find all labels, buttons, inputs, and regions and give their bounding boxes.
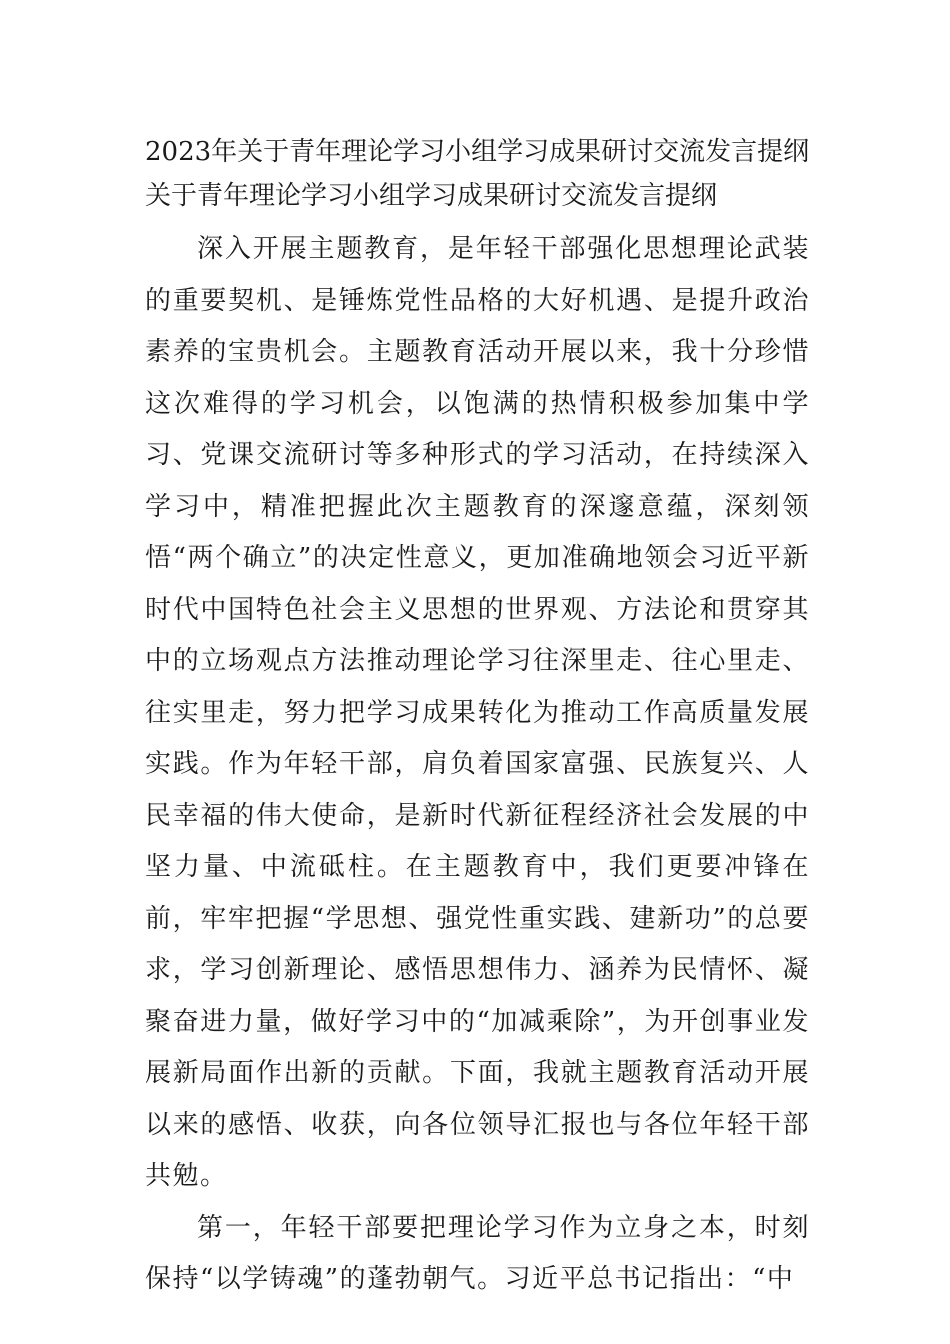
title-line-1: 2023年关于青年理论学习小组学习成果研讨交流发言提纲 [145,137,810,167]
document-body [145,224,810,1306]
document-title [145,130,810,218]
title-line-2: 关于青年理论学习小组学习成果研讨交流发言提纲 [145,181,718,211]
paragraph-1: 深入开展主题教育，是年轻干部强化思想理论武装的重要契机、是锤炼党性品格的大好机遇、是提升政治素养的宝贵机会。主题教育活动开展以来，我十分珍惜这次难得的学习机会，以饱满的热情积极参加集中学习、党课交流研讨等多种形式的学习活动，在持续深入学习中，精准把握此次主题教育的深邃意蕴，深刻领悟“两个确立”的决定性意义，更加准确地领会习近平新时代中国特色社会主义思想的世界观、方法论和贯穿其中的立场观点方法推动理论学习往深里走、往心里走、往实里走，努力把学习成果转化为推动工作高质量发展实践。作为年轻干部，肩负着国家富强、民族复兴、人民幸福的伟大使命，是新时代新征程经济社会发展的中坚力量、中流砥柱。在主题教育中，我们更要冲锋在前，牢牢把握“学思想、强党性重实践、建新功”的总要求，学习创新理论、感悟思想伟力、涵养为民情怀、凝聚奋进力量，做好学习中的“加减乘除”，为开创事业发展新局面作出新的贡献。下面，我就主题教育活动开展以来的感悟、收获，向各位领导汇报也与各位年轻干部共勉。 [145,234,810,1191]
paragraph-2: 第一，年轻干部要把理论学习作为立身之本，时刻保持“以学铸魂”的蓬勃朝气。习近平总书记指出：“中 [145,1212,810,1294]
